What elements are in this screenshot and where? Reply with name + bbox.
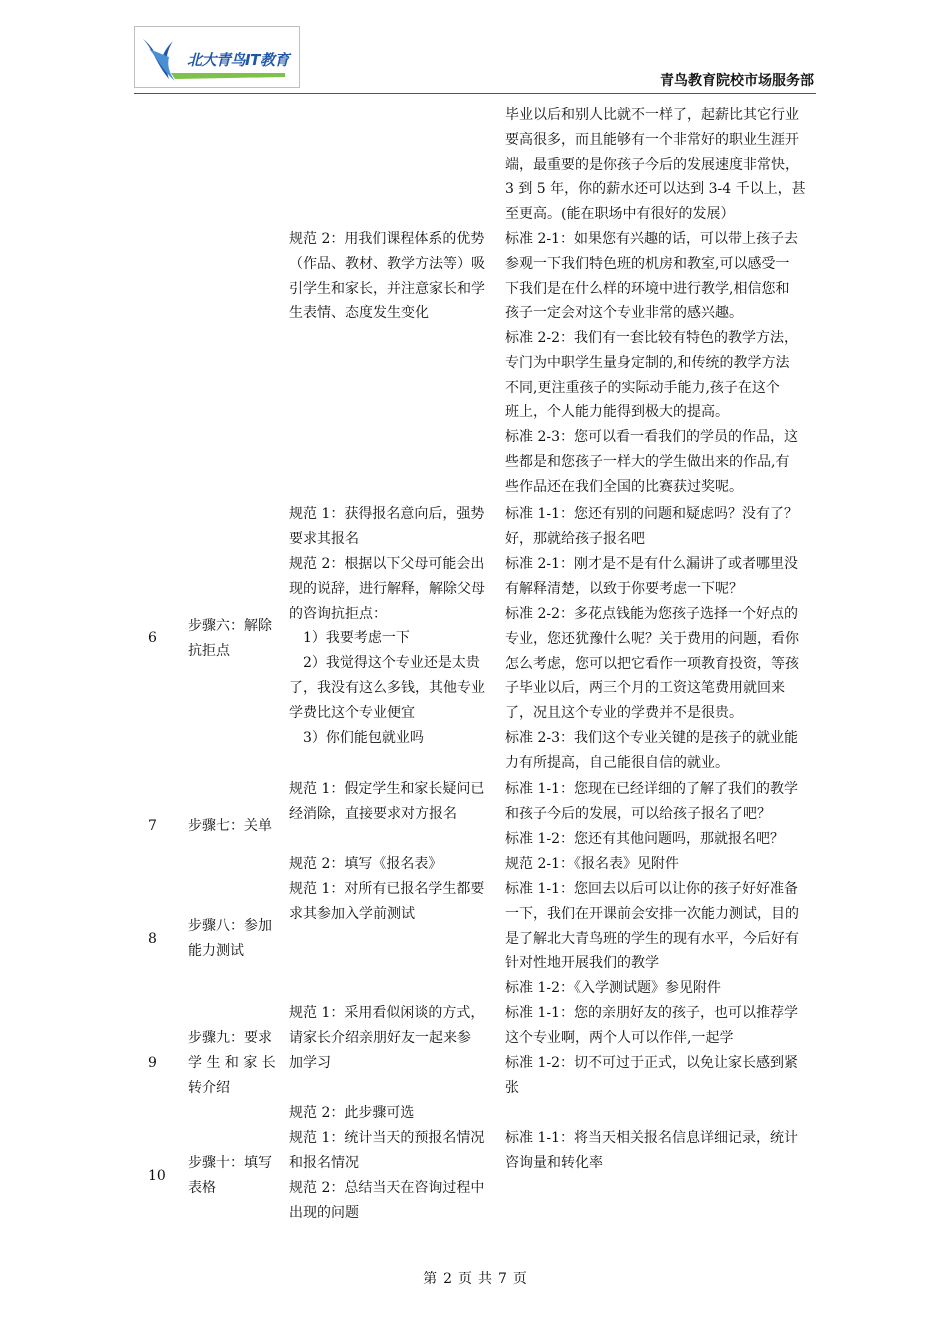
- header-divider: [134, 93, 816, 94]
- logo-text: 北大青鸟IT教育: [187, 51, 289, 69]
- row-6-norm-1: 规范 1：获得报名意向后，强势 要求其报名: [289, 506, 485, 547]
- page-footer: 第 2 页 共 7 页: [423, 1271, 527, 1287]
- row-7-norm-2: 规范 2：填写《报名表》: [289, 856, 443, 872]
- top-continuation-text: 毕业以后和别人比就不一样了，起薪比其它行业 要高很多，而且能够有一个非常好的职业生涯开 端，最重要的是你孩子今后的发展速度非常快， 3 到 5 年，你的薪水还可以达到 3-4 千以上，甚 至更高。(能在职场中有很好的发展）: [505, 107, 806, 223]
- logo: [134, 26, 300, 88]
- row-9-norm-2: 规范 2：此步骤可选: [289, 1105, 415, 1121]
- row-8-standard-1-1: 标准 1-1：您回去以后可以让你的孩子好好准备 一下，我们在开课前会安排一次能力测试，目的 是了解北大青鸟班的学生的现有水平，今后好有 针对性地开展我们的教学: [505, 881, 799, 972]
- row-8-norm-1: 规范 1：对所有已报名学生都要 求其参加入学前测试: [289, 881, 485, 922]
- row-10-number: 10: [148, 1168, 166, 1184]
- row-6-number: 6: [148, 630, 157, 646]
- top-standard-2-3: 标准 2-3：您可以看一看我们的学员的作品，这 些都是和您孩子一样大的学生做出来的作品,有 些作品还在我们全国的比赛获过奖呢。: [505, 429, 798, 495]
- top-norm-2: 规范 2：用我们课程体系的优势 （作品、教材、教学方法等）吸 引学生和家长，并注意家长和学 生表情、态度发生变化: [289, 231, 485, 322]
- top-standard-2-1: 标准 2-1：如果您有兴趣的话，可以带上孩子去 参观一下我们特色班的机房和教室,可以感受一 下我们是在什么样的环境中进行教学,相信您和 孩子一定会对这个专业非常的感兴趣。: [505, 231, 798, 322]
- row-7-number: 7: [148, 818, 157, 834]
- row-6-standard-1-1: 标准 1-1：您还有别的问题和疑虑吗？没有了？ 好，那就给孩子报名吧: [505, 506, 798, 547]
- row-10-norm-1: 规范 1：统计当天的预报名情况 和报名情况: [289, 1130, 485, 1171]
- row-7-standard-2-1: 规范 2-1：《报名表》见附件: [505, 856, 679, 872]
- row-7-standard-1-2: 标准 1-2：您还有其他问题吗，那就报名吧？: [505, 831, 784, 847]
- row-7-standard-1-1: 标准 1-1：您现在已经详细的了解了我们的教学 和孩子今后的发展，可以给孩子报名了吧？: [505, 781, 798, 822]
- row-6-standard-2-1: 标准 2-1：刚才是不是有什么漏讲了或者哪里没 有解释清楚，以致于你要考虑一下呢？: [505, 556, 798, 597]
- row-6-standard-2-2: 标准 2-2：多花点钱能为您孩子选择一个好点的 专业，您还犹豫什么呢？关于费用的问题，看你 怎么考虑，您可以把它看作一项教育投资，等孩 子毕业以后，两三个月的工资这笔费用就回来 了，况且这个专业的学费并不是很贵。: [505, 606, 799, 722]
- row-10-norm-2: 规范 2：总结当天在咨询过程中 出现的问题: [289, 1180, 485, 1221]
- row-8-number: 8: [148, 931, 157, 947]
- row-8-standard-1-2: 标准 1-2：《入学测试题》参见附件: [505, 980, 721, 996]
- row-9-norm-1: 规范 1：采用看似闲谈的方式， 请家长介绍亲朋好友一起来参 加学习: [289, 1005, 485, 1071]
- row-6-norm-2: 规范 2：根据以下父母可能会出 现的说辞，进行解释，解除父母 的咨询抗拒点： 1）我要考虑一下 2）我觉得这个专业还是太贵 了，我没有这么多钱，其他专业 学费比这个专业便宜 3）你们能包就业吗: [289, 556, 485, 746]
- row-9-number: 9: [148, 1055, 157, 1071]
- row-9-step: 步骤九：要求 学 生 和 家 长 转介绍: [188, 1030, 276, 1096]
- total-pages: 7: [498, 1271, 507, 1287]
- row-8-step: 步骤八：参加 能力测试: [188, 918, 272, 959]
- row-7-step: 步骤七：关单: [188, 818, 272, 834]
- row-6-standard-2-3: 标准 2-3：我们这个专业关键的是孩子的就业能 力有所提高，自己能很自信的就业。: [505, 730, 798, 771]
- row-9-standard-1-2: 标准 1-2：切不可过于正式，以免让家长感到紧 张: [505, 1055, 798, 1096]
- top-standard-2-2: 标准 2-2：我们有一套比较有特色的教学方法， 专门为中职学生量身定制的,和传统的教学方法 不同,更注重孩子的实际动手能力,孩子在这个 班上，个人能力能得到极大的提高。: [505, 330, 798, 421]
- row-10-step: 步骤十：填写 表格: [188, 1155, 272, 1196]
- row-7-norm-1: 规范 1：假定学生和家长疑问已 经消除，直接要求对方报名: [289, 781, 485, 822]
- row-10-standard-1-1: 标准 1-1：将当天相关报名信息详细记录，统计 咨询量和转化率: [505, 1130, 798, 1171]
- row-6-step: 步骤六：解除 抗拒点: [188, 618, 272, 659]
- current-page: 2: [443, 1271, 452, 1287]
- department-name: 青鸟教育院校市场服务部: [660, 73, 814, 89]
- row-9-standard-1-1: 标准 1-1：您的亲朋好友的孩子，也可以推荐学 这个专业啊，两个人可以作伴,一起学: [505, 1005, 798, 1046]
